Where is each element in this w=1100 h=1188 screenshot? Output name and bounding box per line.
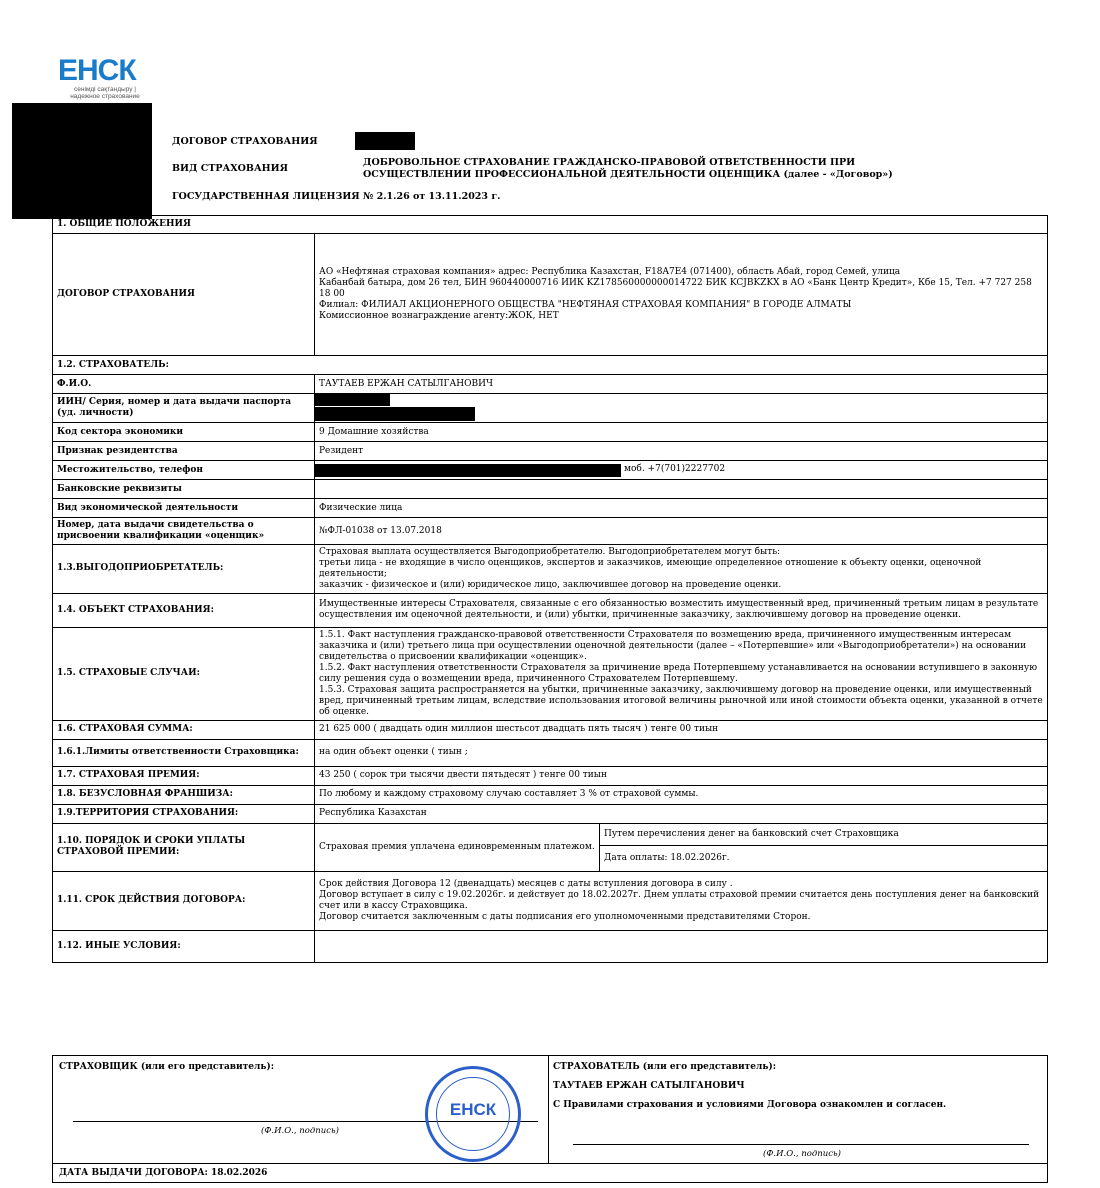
insurer-line: Филиал: ФИЛИАЛ АКЦИОНЕРНОГО ОБЩЕСТВА "НЕФТЯНАЯ СТРАХОВАЯ КОМПАНИЯ" В ГОРОДЕ АЛМАТЫ [319,299,852,310]
table-row [53,518,1048,545]
bank-label: Банковские реквизиты [53,480,315,499]
cases-label: 1.5. СТРАХОВЫЕ СЛУЧАИ: [53,627,315,720]
table-row [53,823,1048,845]
insurer-details [315,234,1048,356]
section-row [53,216,1048,234]
redaction-contract-number [355,132,415,150]
case-paragraph: 1.5.1. Факт наступления гражданско-правовой ответственности Страхователя по возмещению вреда, причиненного имущественным интересам заказчика и (или) третьего лица при осуществлении оценочной деятельности (далее – «Потерпевшие» или «Выгодоприобретатели») на основании свидетельства о присвоении квалификации «оценщик». [319,630,1027,662]
limits-value: на один объект оценки ( тиын ; [315,739,1048,766]
table-row [53,234,1048,356]
address-label: Местожительство, телефон [53,461,315,480]
insured-sign-label: СТРАХОВАТЕЛЬ (или его представитель): [553,1062,777,1072]
payment-terms-value: Страховая премия уплачена единовременным платежом. [315,823,600,871]
iin-label: ИИН/ Серия, номер и дата выдачи паспорта (уд. личности) [53,394,315,423]
object-text: Имущественные интересы Страхователя, связанные с его обязанностью возместить имущественный вред, причиненный третьим лицам в результате осуществления им оценочной деятельности, и (или) убытки, причиненные заказчику, заключившему договор на проведение оценки. [315,593,1048,627]
insured-sign-caption: (Ф.И.О., подпись) [763,1149,841,1159]
section-insured: 1.2. СТРАХОВАТЕЛЬ: [53,356,1048,375]
term-line: Договор вступает в силу с 19.02.2026г. и действует до 18.02.2027г. Днем уплаты страховой премии считается день поступления денег на банковский счет или в кассу Страховщика. [319,889,1040,911]
logo-tagline: сенімді сақтандыру | надежное страхование [70,86,140,100]
payment-terms-label: 1.10. ПОРЯДОК И СРОКИ УПЛАТЫ СТРАХОВОЙ ПРЕМИИ: [53,823,315,871]
certificate-label: Номер, дата выдачи свидетельства о присвоении квалификации «оценщик» [53,518,315,545]
payment-method: Путем перечисления денег на банковский счет Страховщика [600,823,1048,845]
insurer-sign-label: СТРАХОВЩИК (или его представитель): [59,1062,275,1072]
fio-label: Ф.И.О. [53,375,315,394]
signature-divider [548,1056,549,1163]
insurance-type-value-2: ОСУЩЕСТВЛЕНИИ ПРОФЕССИОНАЛЬНОЙ ДЕЯТЕЛЬНОСТИ ОЦЕНЩИКА (далее - «Договор») [363,169,893,180]
section-row [53,356,1048,375]
table-row [53,720,1048,739]
redaction-passport [315,407,475,421]
insured-ack: С Правилами страхования и условиями Договора ознакомлен и согласен. [553,1100,947,1110]
table-row [53,930,1048,962]
sum-value: 21 625 000 ( двадцать один миллион шестьсот двадцать пять тысяч ) тенге 00 тиын [315,720,1048,739]
insurance-type-label: ВИД СТРАХОВАНИЯ [172,163,289,174]
table-row [53,480,1048,499]
insurer-line: Комиссионное вознаграждение агенту:ЖОК, НЕТ [319,310,559,321]
table-row [53,804,1048,823]
beneficiary-text [315,545,1048,594]
phone-value: моб. +7(701)2227702 [624,464,726,474]
fio-value: ТАУТАЕВ ЕРЖАН САТЫЛГАНОВИЧ [315,375,1048,394]
contract-label-cell: ДОГОВОР СТРАХОВАНИЯ [53,234,315,356]
insured-name: ТАУТАЕВ ЕРЖАН САТЫЛГАНОВИЧ [553,1081,745,1091]
table-row [53,785,1048,804]
table-row [53,593,1048,627]
table-row [53,627,1048,720]
iin-value [315,394,1048,423]
insurer-line: Кабанбай батыра, дом 26 тел, БИН 960440000716 ИИК KZ178560000000014722 БИК KCJBKZKX в АО «Банк Центр Кредит», Кбе 15, Тел. +7 727 258 18 00 [319,278,1032,300]
term-line: Договор считается заключенным с даты подписания его уполномоченными представителями Сторон. [319,911,811,922]
sum-label: 1.6. СТРАХОВАЯ СУММА: [53,720,315,739]
stamp-logo: ЕНСК [449,1100,497,1119]
insured-signature-line [573,1144,1029,1145]
table-row [53,375,1048,394]
beneficiary-label: 1.3.ВЫГОДОПРИОБРЕТАТЕЛЬ: [53,545,315,594]
deductible-label: 1.8. БЕЗУСЛОВНАЯ ФРАНШИЗА: [53,785,315,804]
deductible-value: По любому и каждому страховому случаю составляет 3 % от страховой суммы. [315,785,1048,804]
table-row [53,394,1048,423]
payment-date: Дата оплаты: 18.02.2026г. [600,845,1048,871]
term-text [315,871,1048,930]
section-general: 1. ОБЩИЕ ПОЛОЖЕНИЯ [53,216,1048,234]
contract-table [52,215,1048,963]
other-terms-label: 1.12. ИНЫЕ УСЛОВИЯ: [53,930,315,962]
object-label: 1.4. ОБЪЕКТ СТРАХОВАНИЯ: [53,593,315,627]
license-value: № 2.1.26 от 13.11.2023 г. [363,191,501,202]
contract-label: ДОГОВОР СТРАХОВАНИЯ [172,136,318,147]
beneficiary-line: третьи лица - не входящие в число оценщиков, экспертов и заказчиков, имеющие определенное отношение к объекту оценки, оценочной деятельности; [319,557,982,579]
case-paragraph: 1.5.3. Страховая защита распространяется на убытки, причиненные заказчику, заключившему договор на проведение оценки, или имущественный вред, причиненный третьим лицам, вследствие использования итоговой величины рыночной или иной стоимости объекта оценки, указанной в отчете об оценке. [319,684,1043,717]
table-row [53,545,1048,594]
redaction-iin [315,394,390,406]
premium-value: 43 250 ( сорок три тысячи двести пятьдесят ) тенге 00 тиын [315,766,1048,785]
beneficiary-line: заказчик - физическое и (или) юридическое лицо, заключившее договор на проведение оценки. [319,579,782,590]
sector-value: 9 Домашние хозяйства [315,423,1048,442]
sector-label: Код сектора экономики [53,423,315,442]
table-row [53,461,1048,480]
territory-value: Республика Казахстан [315,804,1048,823]
signature-block [52,1055,1048,1183]
signature-bottom-rule [53,1163,1047,1164]
insurer-sign-caption: (Ф.И.О., подпись) [261,1126,339,1136]
logo-mark: ЕНСК [58,54,136,87]
territory-label: 1.9.ТЕРРИТОРИЯ СТРАХОВАНИЯ: [53,804,315,823]
redaction-address [315,464,621,477]
resident-label: Признак резидентства [53,442,315,461]
insurer-line: АО «Нефтяная страховая компания» адрес: Республика Казахстан, F18A7E4 (071400), область Абай, город Семей, улица [319,267,901,278]
table-row [53,499,1048,518]
premium-label: 1.7. СТРАХОВАЯ ПРЕМИЯ: [53,766,315,785]
resident-value: Резидент [315,442,1048,461]
company-stamp [425,1066,521,1162]
redaction-block [12,103,152,219]
insurance-type-value-1: ДОБРОВОЛЬНОЕ СТРАХОВАНИЕ ГРАЖДАНСКО-ПРАВОВОЙ ОТВЕТСТВЕННОСТИ ПРИ [363,157,856,168]
activity-label: Вид экономической деятельности [53,499,315,518]
beneficiary-line: Страховая выплата осуществляется Выгодоприобретателю. Выгодоприобретателем могут быть: [319,547,781,557]
company-logo [58,54,162,100]
cases-text [315,627,1048,720]
bank-value [315,480,1048,499]
table-row [53,423,1048,442]
issue-date: ДАТА ВЫДАЧИ ДОГОВОРА: 18.02.2026 [59,1168,268,1178]
other-terms-value [315,930,1048,962]
table-row [53,766,1048,785]
activity-value: Физические лица [315,499,1048,518]
certificate-value: №ФЛ-01038 от 13.07.2018 [315,518,1048,545]
table-row [53,871,1048,930]
term-label: 1.11. СРОК ДЕЙСТВИЯ ДОГОВОРА: [53,871,315,930]
case-paragraph: 1.5.2. Факт наступления ответственности Страхователя за причинение вреда Потерпевшему устанавливается на основании вступившего в законную силу решения суда о возмещении вреда, причиненного Страхователем Потерпевшему. [319,662,1038,684]
term-line: Срок действия Договора 12 (двенадцать) месяцев с даты вступления договора в силу . [319,878,733,889]
address-cell [315,461,1048,480]
limits-label: 1.6.1.Лимиты ответственности Страховщика: [53,739,315,766]
table-row [53,442,1048,461]
table-row [53,739,1048,766]
license-label: ГОСУДАРСТВЕННАЯ ЛИЦЕНЗИЯ [172,191,360,202]
